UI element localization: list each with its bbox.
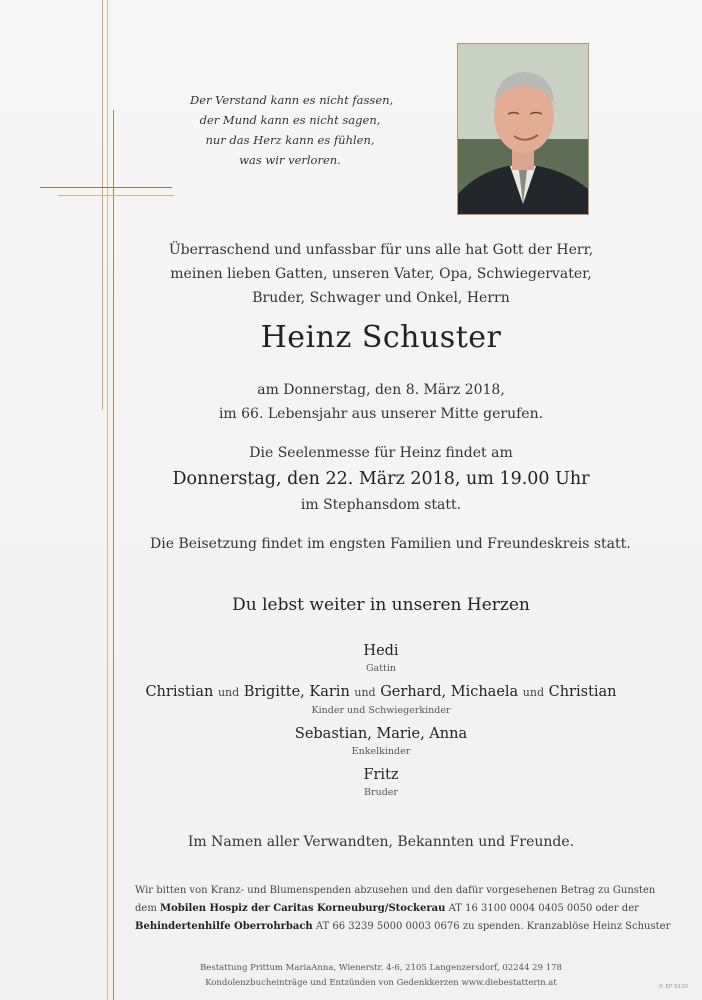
grandchildren-role: Enkelkinder	[351, 746, 411, 757]
quote-line: der Mund kann es nicht sagen,	[199, 113, 381, 127]
death-line: im 66. Lebensjahr aus unserer Mitte gerufen.	[218, 406, 544, 422]
brother-role: Bruder	[364, 787, 398, 798]
donation-organization: Behindertenhilfe Oberrohrbach	[135, 921, 313, 932]
closing-line: Im Namen aller Verwandten, Bekannten und Freunde.	[187, 834, 575, 850]
announcement-line: meinen lieben Gatten, unseren Vater, Opa, Schwiegervater,	[170, 266, 592, 282]
brother-name: Fritz	[363, 767, 399, 783]
death-line: am Donnerstag, den 8. März 2018,	[257, 382, 505, 398]
grandchildren-names: Sebastian, Marie, Anna	[294, 726, 468, 742]
memorial-quote	[190, 90, 394, 170]
mass-date: Donnerstag, den 22. März 2018, um 19.00 Uhr	[172, 469, 590, 489]
conjunction: und	[217, 686, 240, 699]
announcement-line: Überraschend und unfassbar für uns alle hat Gott der Herr,	[168, 242, 594, 258]
children-names	[130, 681, 632, 704]
mass-place: im Stephansdom statt.	[300, 497, 462, 513]
child-name: Christian	[145, 684, 214, 700]
child-name: Christian	[548, 684, 617, 700]
quote-line: Der Verstand kann es nicht fassen,	[190, 93, 394, 107]
donation-text: AT 16 3100 0004 0405 0050 oder der	[448, 903, 639, 914]
children-role: Kinder und Schwiegerkinder	[311, 705, 451, 716]
spouse-role: Gattin	[365, 663, 397, 674]
conjunction: und	[522, 686, 545, 699]
child-name: Brigitte, Karin	[243, 684, 350, 700]
donation-organization: Mobilen Hospiz der Caritas Korneuburg/Stockerau	[160, 903, 446, 914]
conjunction: und	[354, 686, 376, 699]
mass-info	[160, 442, 602, 516]
child-name: Gerhard, Michaela	[380, 684, 519, 700]
cross-horizontal-line-gold	[58, 195, 174, 196]
announcement-line: Bruder, Schwager und Onkel, Herrn	[252, 290, 510, 306]
cross-vertical-line-dark	[113, 110, 114, 1000]
cross-horizontal-line	[40, 187, 172, 188]
announcement-text	[160, 238, 602, 310]
quote-line: nur das Herz kann es fühlen,	[205, 133, 375, 147]
donation-line: Wir bitten von Kranz- und Blumenspenden abzusehen und den dafür vorgesehenen Betrag zu Gunsten	[135, 885, 656, 896]
funeral-home-footer	[150, 961, 612, 991]
portrait-illustration	[458, 44, 588, 214]
death-date-text	[160, 378, 602, 426]
footer-line: Kondolenzbucheinträge und Entzünden von Gedenkkerzen www.diebestatterin.at	[205, 978, 557, 988]
donation-text: AT 66 3239 5000 0003 0676 zu spenden. Kranzablöse Heinz Schuster	[315, 921, 671, 932]
portrait-photo	[457, 43, 589, 215]
donation-text: dem	[135, 903, 157, 914]
memorial-motto: Du lebst weiter in unseren Herzen	[232, 595, 530, 615]
cross-vertical-line-long	[107, 0, 108, 1000]
deceased-name: Heinz Schuster	[260, 320, 502, 355]
mass-intro: Die Seelenmesse für Heinz findet am	[249, 445, 513, 461]
cross-vertical-line	[102, 0, 103, 410]
spouse-name: Hedi	[363, 643, 399, 659]
donation-line	[135, 900, 639, 918]
print-code: © EP 9120	[658, 984, 688, 990]
mourners-list	[130, 640, 632, 805]
quote-line: was wir verloren.	[239, 153, 341, 167]
donation-request	[135, 882, 671, 936]
donation-line	[135, 918, 671, 936]
burial-info: Die Beisetzung findet im engsten Familien und Freundeskreis statt.	[150, 536, 631, 552]
footer-line: Bestattung Prittum MariaAnna, Wienerstr. 4-6, 2105 Langenzersdorf, 02244 29 178	[200, 963, 562, 973]
